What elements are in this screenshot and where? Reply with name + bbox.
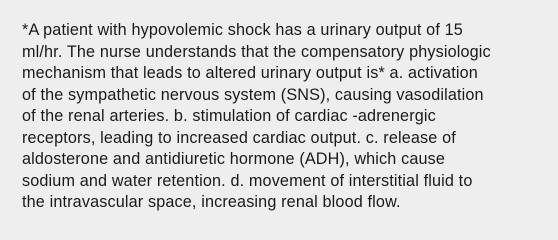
question-line: the intravascular space, increasing renal blood flow. <box>22 193 401 211</box>
question-line: sodium and water retention. d. movement of interstitial fluid to <box>22 171 473 190</box>
question-line: ml/hr. The nurse understands that the compensatory physiologic <box>22 42 491 61</box>
question-line: of the sympathetic nervous system (SNS), causing vasodilation <box>22 85 484 104</box>
question-line: of the renal arteries. b. stimulation of cardiac -adrenergic <box>22 107 436 125</box>
question-line: receptors, leading to increased cardiac output. c. release of <box>22 128 456 147</box>
question-line: aldosterone and antidiuretic hormone (ADH), which cause <box>22 150 446 168</box>
question-text <box>22 20 552 214</box>
question-line: mechanism that leads to altered urinary output is* a. activation <box>22 64 478 82</box>
question-line: *A patient with hypovolemic shock has a urinary output of 15 <box>22 21 463 39</box>
